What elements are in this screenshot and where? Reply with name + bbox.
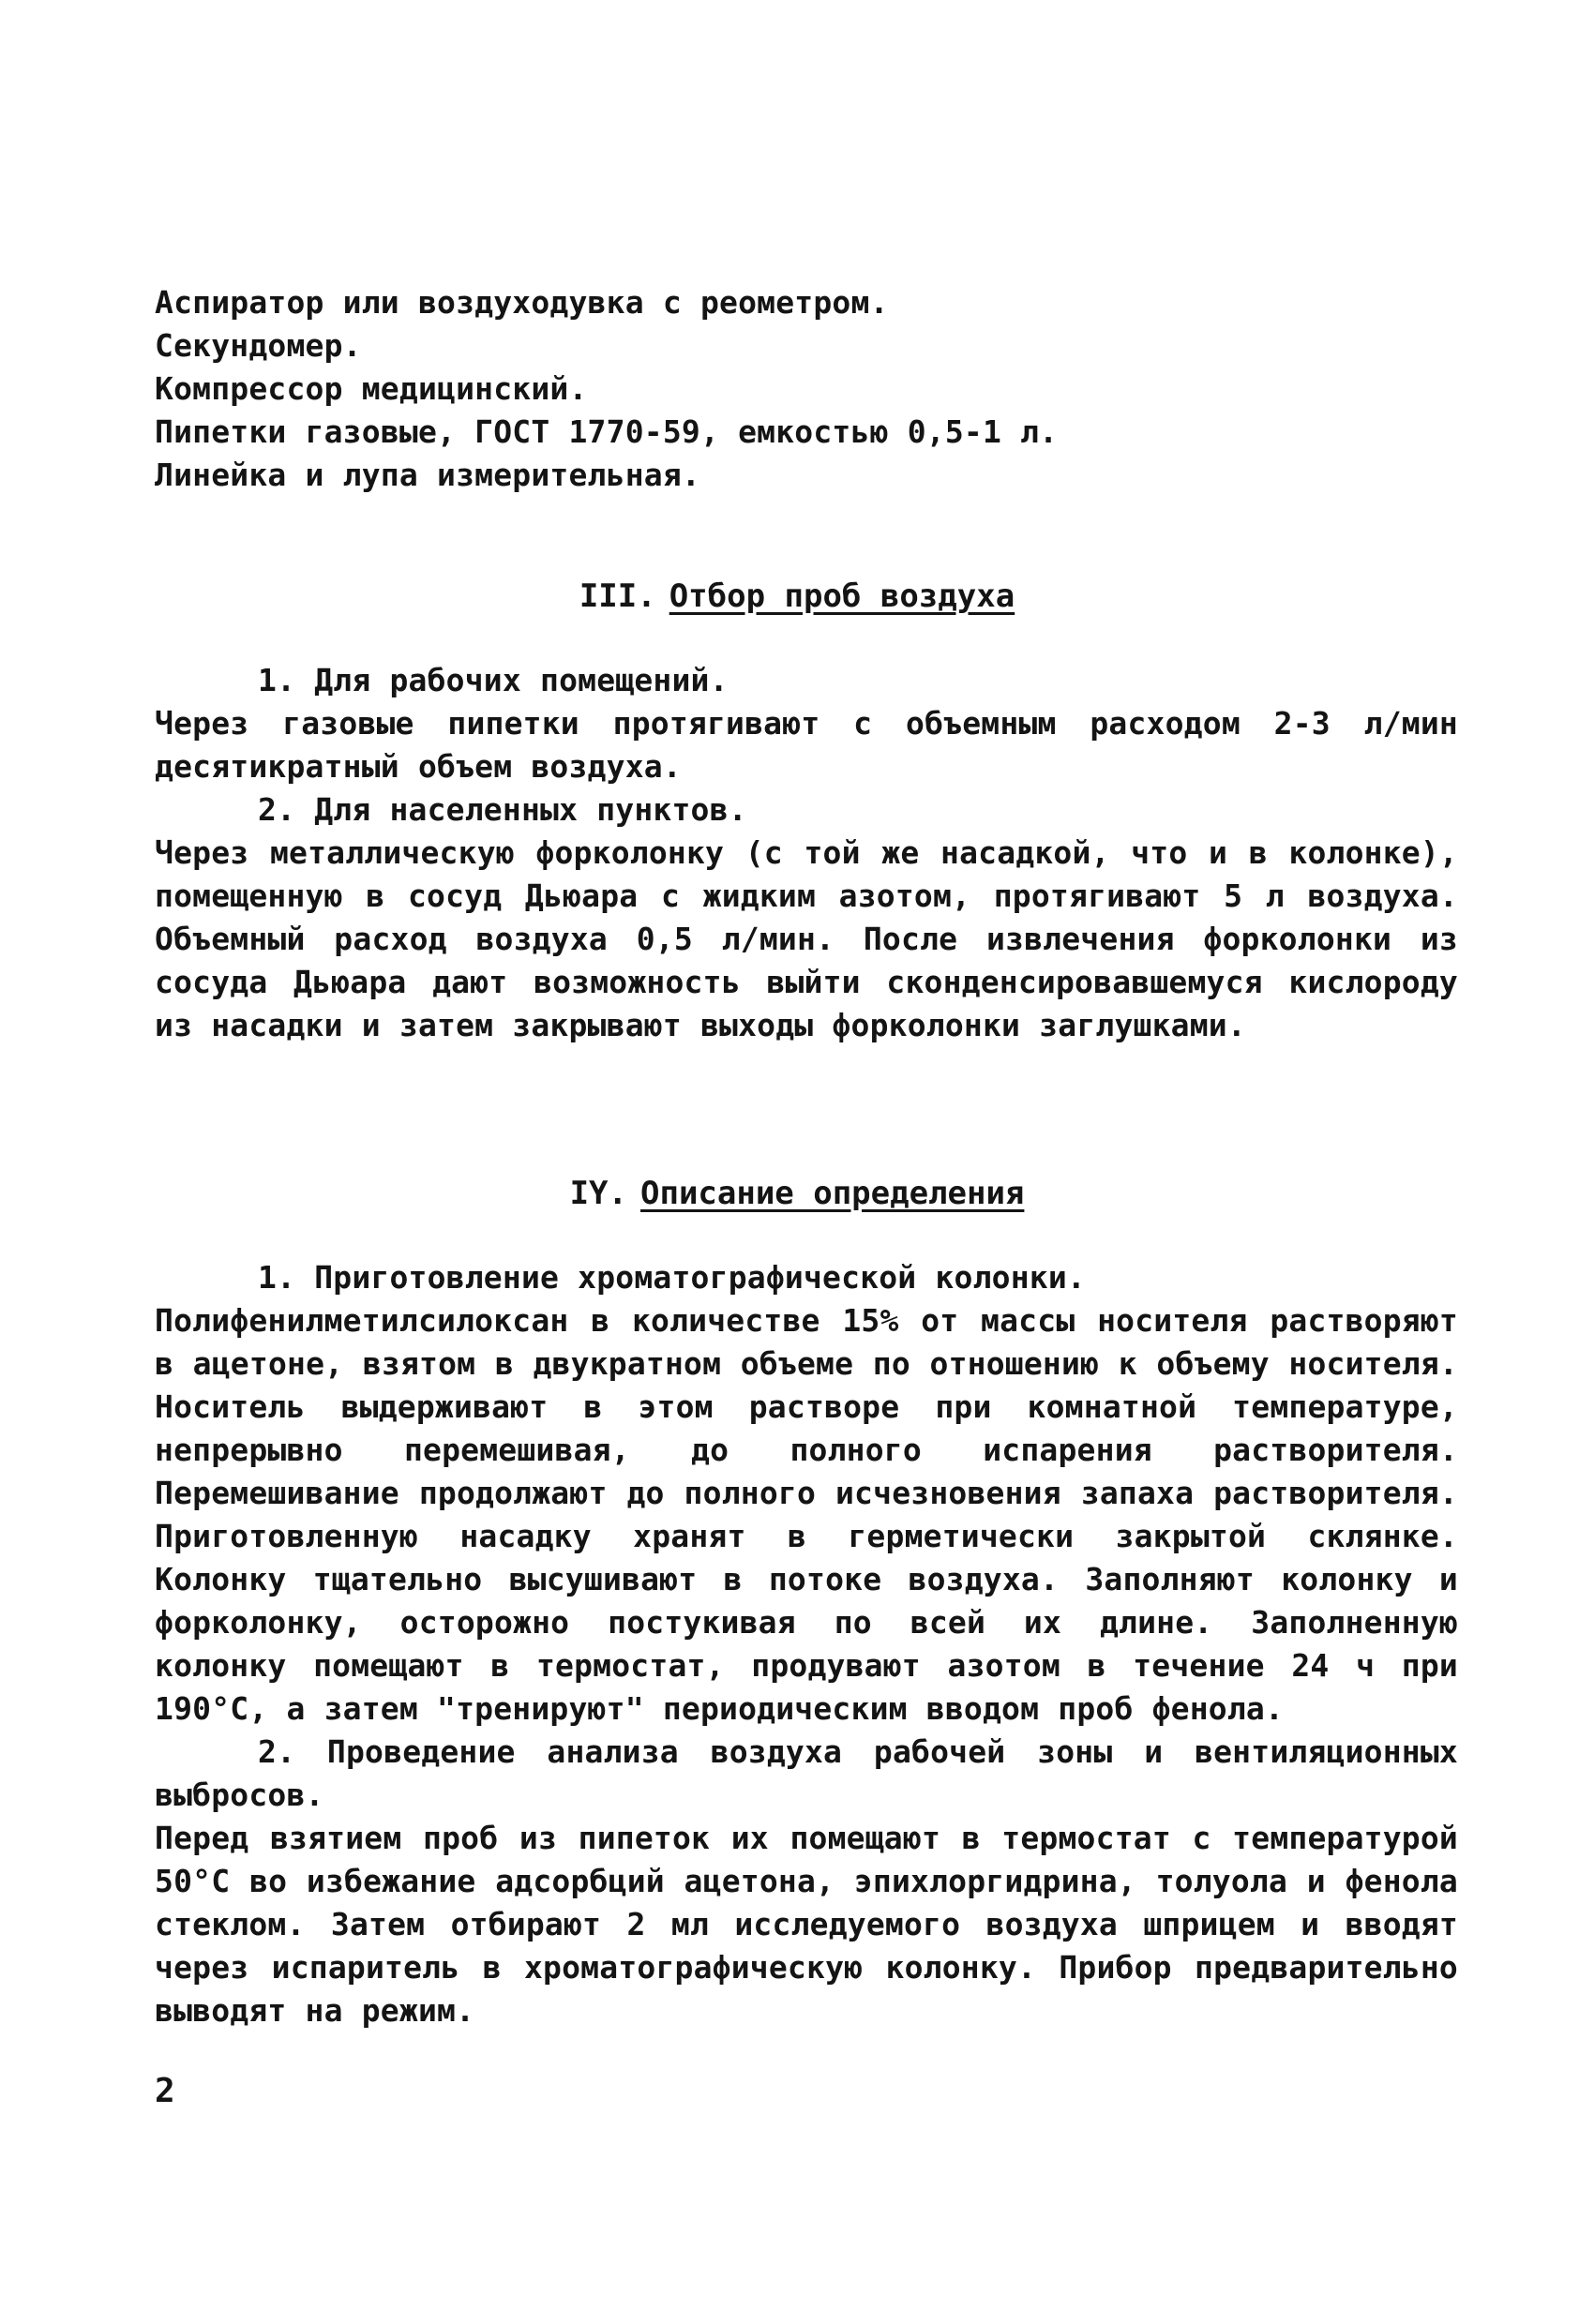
section-3-item-2-text: Через металлическую форколонку (с той же насадкой, что и в колонке), помещенную в сосуд Дьюара с жидким азотом, протягивают 5 л воздуха. Объемный расход воздуха 0,5 л/мин. После извлечения форколонки из сосуда Дьюара дают возможность выйти сконденсировавшемуся кислороду из насадки и затем закрывают выходы форколонки заглушками. [155, 834, 1458, 1043]
section-4-item-2-heading: 2. Проведение анализа воздуха рабочей зоны и вентиляционных выбросов. [155, 1733, 1458, 1813]
section-3-item-2-heading: 2. Для населенных пунктов. [258, 791, 747, 828]
section-4-heading [0, 1172, 1594, 1215]
section-3-number: III. [579, 577, 656, 615]
equipment-list [155, 281, 1458, 497]
equipment-item-gas-pipettes: Пипетки газовые, ГОСТ 1770-59, емкостью 0,5-1 л. [155, 413, 1059, 450]
section-3-body [155, 659, 1458, 1047]
section-4-title: Описание определения [640, 1175, 1025, 1212]
section-3-heading [0, 575, 1594, 618]
equipment-item-ruler-magnifier: Линейка и лупа измерительная. [155, 457, 700, 493]
equipment-item-stopwatch: Секундомер. [155, 327, 362, 364]
section-4-item-2-text: Перед взятием проб из пипеток их помещают в термостат с температурой 50°С во избежание адсорбций ацетона, эпихлоргидрина, толуола и фенола стеклом. Затем отбирают 2 мл исследуемого воздуха шприцем и вводят через испаритель в хроматографическую колонку. Прибор предварительно выводят на режим. [155, 1820, 1458, 2029]
section-3-item-1-text: Через газовые пипетки протягивают с объемным расходом 2-3 л/мин десятикратный объем воздуха. [155, 705, 1458, 785]
section-4-item-1-heading: 1. Приготовление хроматографической колонки. [258, 1259, 1086, 1296]
section-3-item-1-heading: 1. Для рабочих помещений. [258, 662, 729, 698]
section-4-body [155, 1256, 1458, 2032]
section-4-item-1-text: Полифенилметилсилоксан в количестве 15% от массы носителя растворяют в ацетоне, взятом в двукратном объеме по отношению к объему носителя. Носитель выдерживают в этом растворе при комнатной температуре, непрерывно перемешивая, до полного испарения растворителя. Перемешивание продолжают до полного исчезновения запаха растворителя. Приготовленную насадку хранят в герметически закрытой склянке. Колонку тщательно высушивают в потоке воздуха. Заполняют колонку и форколонку, осторожно постукивая по всей их длине. Заполненную колонку помещают в термостат, продувают азотом в течение 24 ч при 190°С, а затем "тренируют" периодическим вводом проб фенола. [155, 1302, 1458, 1727]
section-4-number: IY. [569, 1175, 627, 1212]
equipment-item-aspirator: Аспиратор или воздуходувка с реометром. [155, 284, 889, 321]
equipment-item-compressor: Компрессор медицинский. [155, 370, 588, 407]
page-number: 2 [155, 2072, 175, 2110]
section-3-title: Отбор проб воздуха [669, 577, 1015, 615]
